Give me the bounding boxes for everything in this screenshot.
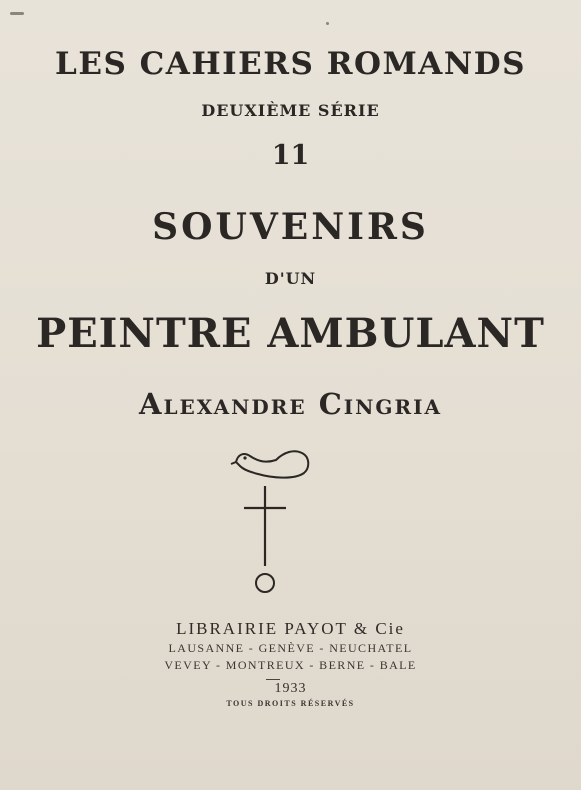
publisher-name: LIBRAIRIE PAYOT & Cie bbox=[176, 619, 405, 638]
volume-number: 11 bbox=[271, 140, 310, 171]
author-name: Alexandre Cingria bbox=[138, 387, 442, 421]
publisher-cities-line-1: LAUSANNE - GENÈVE - NEUCHATEL bbox=[168, 641, 413, 655]
book-title-line-1: SOUVENIRS bbox=[152, 206, 429, 248]
publisher-cities-line-2: VEVEY - MONTREUX - BERNE - BALE bbox=[164, 658, 417, 672]
paper-mark bbox=[326, 22, 329, 25]
series-subtitle: DEUXIÈME SÉRIE bbox=[201, 101, 380, 120]
publication-year: 1933 bbox=[274, 681, 307, 696]
bird-cross-circle-icon bbox=[228, 440, 318, 600]
book-title-line-3: PEINTRE AMBULANT bbox=[36, 310, 545, 357]
series-title: LES CAHIERS ROMANDS bbox=[55, 46, 526, 82]
paper-mark bbox=[10, 12, 24, 15]
divider bbox=[266, 679, 280, 680]
book-title-line-2: D'UN bbox=[264, 269, 317, 288]
rights-notice: TOUS DROITS RÉSERVÉS bbox=[226, 699, 355, 708]
